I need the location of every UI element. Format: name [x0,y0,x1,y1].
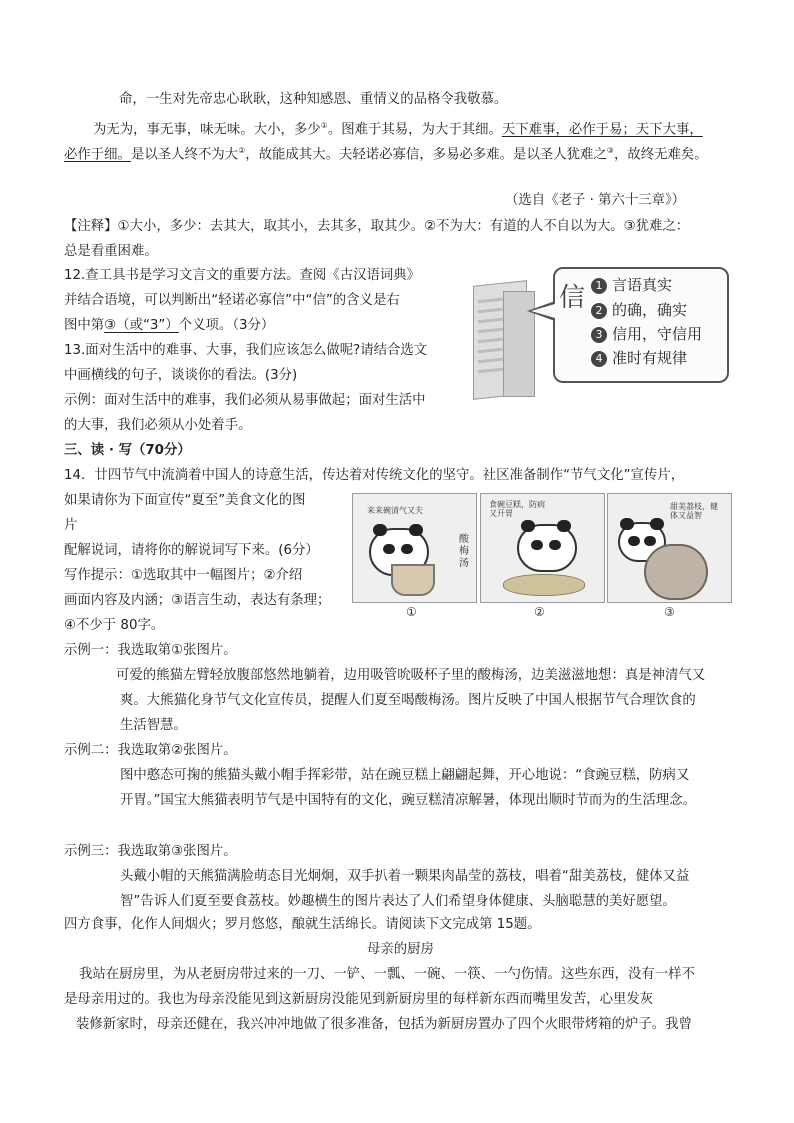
reading-paragraph-line: 我站在厨房里，为从老厨房带过来的一刀、一铲、一瓢、一碗、一筷、一勺伤情。这些东西，没有一样不 [79,967,695,982]
panda-ear [557,520,571,532]
example-1-text: 爽。大熊猫化身节气文化宣传员，提醒人们夏至喝酸梅汤。图片反映了中国人根据节气合理饮食的 [120,693,696,708]
sense-number: 2 [591,303,607,319]
dictionary-sense-3 [591,324,702,344]
text: 图中第 [64,318,105,333]
panda-eye [383,544,395,554]
question-13: 13.面对生活中的难事、大事，我们应该怎么做呢?请结合选文 [64,343,428,358]
question-12-line: 并结合语境，可以判断出“轻诺必寡信”中“信”的含义是右 [64,293,400,308]
question-13-answer: 的大事，我们必须从小处着手。 [64,418,252,433]
question-12: 12.查工具书是学习文言文的重要方法。查阅《古汉语词典》 [64,268,421,283]
annotation-line: 【注释】①大小，多少：去其大，取其小，去其多，取其少。②不为大：有道的人不自以为大。③犹难之： [64,219,690,234]
dictionary-headword: 信 [559,283,586,313]
panel-side-text: 酸梅汤 [459,534,469,569]
text: ，故能成其大。夫轻诺必寡信，多易必多难。是以圣人犹难之 [245,147,607,163]
lychee-icon [644,544,708,600]
panel-caption: 甜美荔枝，健体又益智 [670,502,718,520]
question-14-line: 片 [64,518,78,533]
footnote-mark: ① [320,121,328,130]
question-14-line: 配解说词，请将你的解说词写下来。(6分） [64,543,319,558]
sense-number: 1 [591,278,607,294]
example-2-text: 图中憨态可掬的熊猫头戴小帽手挥彩带，站在豌豆糕上翩翩起舞，开心地说：“食豌豆糕，防病又 [120,768,690,783]
panda-ear [620,518,634,530]
panda-panel-1 [352,493,477,603]
example-3-text: 智”告诉人们夏至要食荔枝。妙趣横生的图片表达了人们希望身体健康、头脑聪慧的美好愿望。 [120,894,676,909]
panda-ear [373,524,387,536]
example-3-title: 示例三：我选取第③张图片。 [64,844,237,859]
panda-ear [521,520,535,532]
question-13-answer: 示例：面对生活中的难事，我们必须从易事做起；面对生活中 [64,393,426,408]
panda-panel-2 [480,493,605,603]
panel-caption: 来来碗清气又夫 [367,506,423,515]
text: 。图难于其易，为大于其细。 [327,122,502,138]
panda-eye [531,540,543,550]
question-14-line: 画面内容及内涵；③语言生动，表达有条理； [64,593,331,608]
cup-icon [391,564,435,596]
example-3-text: 头戴小帽的天熊猫满脸萌态目光炯炯，双手扒着一颗果肉晶莹的荔枝，唱着“甜美荔枝，健体又益 [120,869,690,884]
panda-eye [549,540,561,550]
sense-text: 的确，确实 [612,301,688,319]
text: 是以圣人终不为大 [130,147,239,163]
question-14-line: 如果请你为下面宣传“夏至”美食文化的图 [64,493,306,508]
text: ，故终无难矣。 [613,147,708,163]
underlined-text: 天下难事，必作于易；天下大事， [501,122,703,138]
reading-title: 母亲的厨房 [367,942,434,957]
reading-paragraph-line: 是母亲用过的。我也为母亲没能见到这新厨房没能见到新厨房里的每样新东西而嘴里发苦，心里发灰 [64,992,654,1007]
question-14-line: 写作提示：①选取其中一幅图片；②介绍 [64,568,303,583]
text: 为无为，事无事，味无味。大小，多少 [93,122,321,138]
dictionary-sense-2 [591,300,687,320]
footnote-mark: ② [238,146,246,155]
dictionary-sense-4 [591,348,687,368]
sense-text: 准时有规律 [612,349,688,367]
panda-eye [644,536,656,546]
sense-number: 3 [591,327,607,343]
sense-number: 4 [591,351,607,367]
sense-text: 信用，守信用 [612,325,703,343]
example-1-text: 可爱的熊猫左臂轻放腹部悠然地躺着，边用吸管吮吸杯子里的酸梅汤，边美滋滋地想：真是神清气又 [116,668,706,683]
panda-ear [650,518,664,530]
section-heading: 三、读 · 写（70分） [64,443,191,458]
question-14-line: ④不少于 80字。 [64,618,165,633]
footnote-mark: ③ [606,146,614,155]
question-14: 14．廿四节气中流淌着中国人的诗意生活，传达着对传统文化的坚守。社区准备制作“节气文化”宣传片， [64,468,685,483]
reading-paragraph-line: 装修新家时，母亲还健在，我兴冲冲地做了很多准备，包括为新厨房置办了四个火眼带烤箱的炉子。我曾 [76,1017,692,1032]
laozi-passage-line-1 [93,117,703,139]
panel-label: ② [534,605,545,619]
question-12-line [64,317,274,335]
panda-illustrations [352,493,730,623]
pea-cake-icon [503,574,585,596]
panel-label: ③ [664,605,675,619]
panda-ear [409,524,423,536]
question-13-line: 中画横线的句子，谈谈你的看法。(3分) [64,368,298,383]
text: 个义项。（3分） [178,318,275,333]
panda-eye [401,544,413,554]
example-2-title: 示例二：我选取第②张图片。 [64,743,237,758]
panda-image [517,524,577,572]
speech-bubble-tail-inner [531,304,555,318]
panda-eye [628,536,640,546]
dictionary-sense-1 [591,275,672,295]
sense-text: 言语真实 [612,276,673,294]
dictionary-figure [473,265,730,400]
answer-underlined: ③（或“3”） [104,318,179,333]
panel-label: ① [406,605,417,619]
annotation-line: 总是看重困难。 [64,244,158,259]
panel-caption: 食碗豆糕，防病又开胃 [489,500,545,518]
example-1-title: 示例一：我选取第①张图片。 [64,643,237,658]
underlined-text: 必作于细。 [64,147,131,163]
source-citation: （选自《老子 · 第六十三章》） [505,193,686,208]
example-2-text: 开胃。”国宝大熊猫表明节气是中国特有的文化，豌豆糕清凉解暑，体现出顺时节而为的生活理念。 [120,793,697,808]
reading-intro: 四方食事，化作人间烟火；罗月悠悠，酿就生活绵长。请阅读下文完成第 15题。 [64,917,541,932]
panda-panel-3 [607,493,732,603]
laozi-passage-line-2 [64,142,708,164]
passage-line: 命，一生对先帝忠心耿耿，这种知感恩、重情义的品格令我敬慕。 [119,92,508,107]
example-1-text: 生活智慧。 [120,718,187,733]
